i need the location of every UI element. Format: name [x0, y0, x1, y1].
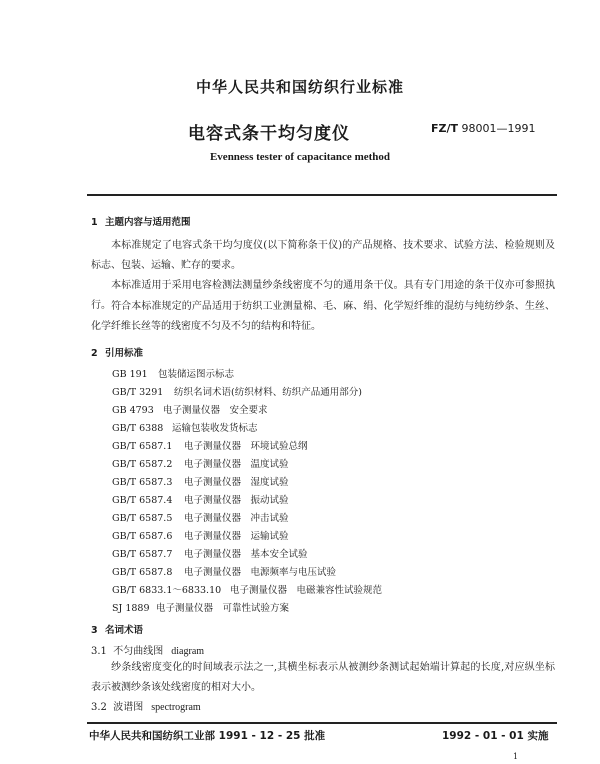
reference-code: GB/T 6587.7 [112, 549, 173, 560]
reference-standard [112, 456, 289, 470]
term-name-en: diagram [171, 646, 205, 657]
paragraph-text: 本标准规定了电容式条干均匀度仪(以下简称条干仪)的产品规格、技术要求、试验方法、检验规则及标志、包装、运输、贮存的要求。 [91, 240, 555, 271]
reference-standard [112, 384, 362, 398]
reference-standard [112, 492, 289, 506]
section-1-number: 1 [91, 217, 98, 228]
reference-code: GB/T 6587.4 [112, 495, 173, 506]
reference-title: 电子测量仪器 电源频率与电压试验 [184, 567, 337, 578]
reference-standard [112, 564, 336, 578]
reference-standard [112, 546, 308, 560]
reference-code: GB/T 6587.5 [112, 513, 173, 524]
term-3-2 [91, 698, 201, 713]
standard-code [431, 122, 536, 135]
term-number: 3.1 [91, 646, 107, 657]
reference-standard [112, 510, 289, 524]
reference-title: 电子测量仪器 电磁兼容性试验规范 [230, 585, 383, 596]
reference-standard [112, 474, 289, 488]
section-2-heading [91, 345, 143, 359]
reference-title: 电子测量仪器 运输试验 [184, 531, 289, 542]
reference-title: 电子测量仪器 安全要求 [163, 405, 268, 416]
issuing-organization: 中华人民共和国纺织行业标准 [195, 78, 404, 96]
header-divider [87, 194, 557, 196]
reference-title: 包装储运图示标志 [158, 369, 235, 380]
reference-code: GB 191 [112, 369, 148, 380]
reference-title: 电子测量仪器 环境试验总纲 [184, 441, 308, 452]
term-3-1-definition [91, 658, 555, 698]
reference-title: 电子测量仪器 基本安全试验 [184, 549, 308, 560]
section-1-paragraph-1 [91, 236, 555, 276]
reference-code: GB/T 6833.1～6833.10 [112, 585, 222, 596]
reference-standard [112, 528, 289, 542]
approval-line: 中华人民共和国纺织工业部 1991 - 12 - 25 批准 [89, 730, 326, 742]
reference-code: GB/T 6587.1 [112, 441, 173, 452]
reference-code: GB 4793 [112, 405, 154, 416]
page-mark: 1 [513, 752, 519, 761]
section-2-title: 引用标准 [105, 348, 144, 359]
reference-standard [112, 600, 289, 614]
reference-standard [112, 582, 382, 596]
term-name-cn: 不匀曲线图 [113, 646, 164, 657]
paragraph-text: 符合本标准规定的产品适用于纺织工业测量棉、毛、麻、绢、化学短纤维的混纺与纯纺纱条、生丝、化学纤维长丝等的线密度不匀及不匀的结构和特征。 [91, 301, 555, 332]
standard-title-cn: 电容式条干均匀度仪 [188, 124, 350, 144]
reference-title: 运输包装收发货标志 [172, 423, 258, 434]
term-name-en: spectrogram [151, 702, 201, 713]
section-3-title: 名词术语 [105, 625, 144, 636]
section-1-paragraph-3 [91, 297, 555, 337]
reference-code: GB/T 6587.8 [112, 567, 173, 578]
reference-title: 电子测量仪器 冲击试验 [184, 513, 289, 524]
reference-standard [112, 402, 268, 416]
reference-code: GB/T 6388 [112, 423, 164, 434]
implementation-date: 1992 - 01 - 01 实施 [442, 730, 549, 742]
reference-code: GB/T 3291 [112, 387, 164, 398]
standard-title-en: Evenness tester of capacitance method [209, 151, 391, 163]
section-1-title: 主题内容与适用范围 [105, 217, 191, 228]
reference-standard [112, 366, 234, 380]
reference-code: SJ 1889 [112, 603, 150, 614]
reference-title: 纺织名词术语(纺织材料、纺织产品通用部分) [174, 387, 362, 398]
section-3-number: 3 [91, 625, 98, 636]
term-number: 3.2 [91, 702, 107, 713]
reference-title: 电子测量仪器 振动试验 [184, 495, 289, 506]
section-3-heading [91, 622, 143, 636]
footer-divider [87, 722, 557, 724]
definition-text: 纱条线密度变化的时间域表示法之一,其横坐标表示从被测纱条测试起始端计算起的长度,对应纵坐标表示被测纱条该处线密度的相对大小。 [91, 662, 555, 693]
reference-code: GB/T 6587.2 [112, 459, 173, 470]
reference-standard [112, 438, 308, 452]
standard-code-prefix: FZ/T [431, 122, 459, 135]
term-name-cn: 波谱图 [113, 702, 144, 713]
standard-code-number: 98001—1991 [461, 122, 536, 135]
reference-code: GB/T 6587.3 [112, 477, 173, 488]
paragraph-text: 本标准适用于采用电容检测法测量纱条线密度不匀的通用条干仪。具有专门用途的条干仪亦可参照执行。 [91, 280, 555, 311]
reference-title: 电子测量仪器 可靠性试验方案 [156, 603, 290, 614]
section-2-number: 2 [91, 348, 98, 359]
reference-title: 电子测量仪器 湿度试验 [184, 477, 289, 488]
section-1-heading [91, 214, 191, 228]
term-3-1 [91, 642, 204, 657]
reference-standard [112, 420, 258, 434]
reference-title: 电子测量仪器 温度试验 [184, 459, 289, 470]
reference-code: GB/T 6587.6 [112, 531, 173, 542]
